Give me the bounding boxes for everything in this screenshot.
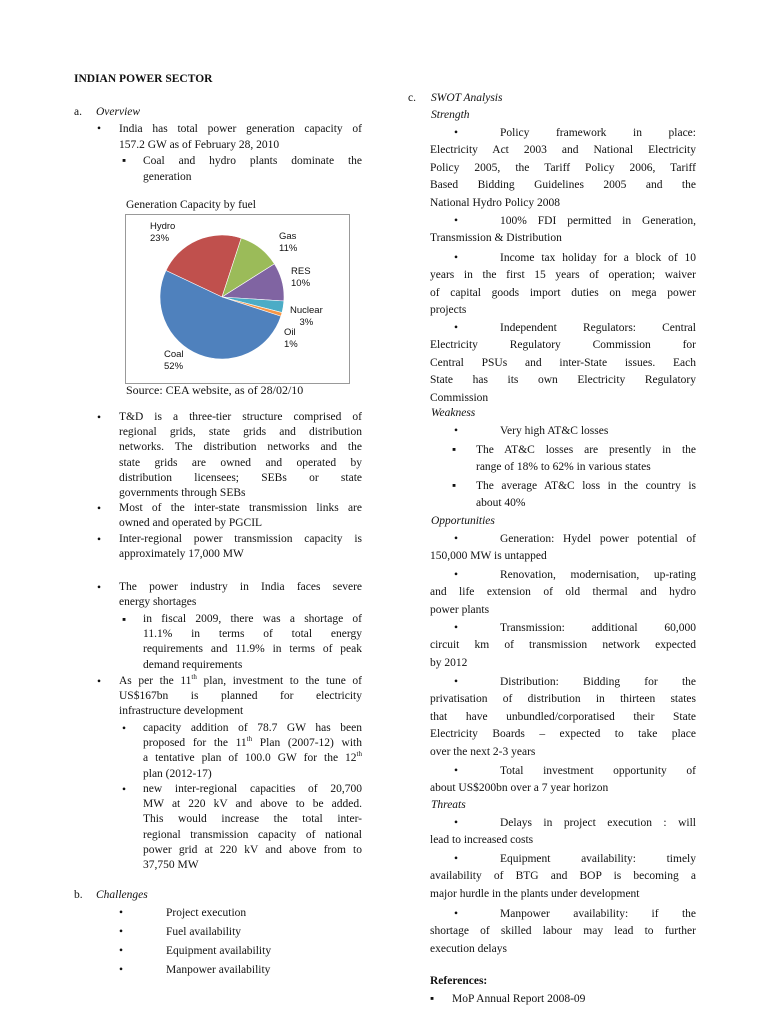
text-line: power grid at 220 kV and above from to (143, 843, 362, 856)
strength-item-1 (430, 125, 696, 212)
bullet-dot-icon: • (454, 425, 459, 437)
bullet-dot-icon: • (97, 503, 102, 515)
pie-label-coal: Coal 52% (164, 349, 184, 372)
text-line (430, 230, 696, 247)
square-bullet-icon: ▪ (430, 993, 435, 1005)
text-span: Transmission: additional 60,000 (500, 622, 696, 634)
text-span: lead to increased costs (430, 834, 534, 847)
text-span: Policy 2005, the Tariff Policy 2006, Tariff (430, 161, 696, 174)
text-line: regional transmission capacity of national (143, 828, 362, 841)
text-span: The AT&C losses are presently in the (476, 444, 696, 456)
text-line (430, 602, 696, 619)
bullet-dot-icon: • (454, 533, 459, 545)
text-span: Electricity Regulatory Commission for (430, 339, 696, 352)
text-line: T&D is a three-tier structure comprised of (119, 411, 362, 423)
text-span: Total investment opportunity of (500, 765, 696, 777)
opportunity-item-2 (430, 567, 696, 619)
weakness-sub-1 (476, 442, 696, 477)
weakness-sub-2 (476, 478, 696, 513)
document-title: INDIAN POWER SECTOR (74, 73, 213, 85)
text-span: Distribution: Bidding for the (500, 676, 696, 688)
section-overview-heading: Overview (96, 106, 141, 118)
section-a-label: a. (74, 106, 82, 118)
text-line: approximately 17,000 MW (119, 548, 244, 561)
text-line (430, 744, 696, 761)
text-span: major hurdle in the plants under development (430, 887, 640, 900)
text-span: about US$200bn over a 7 year horizon (430, 782, 609, 795)
overview-bullet-1: India has total power generation capacity of 157.2 GW as of February 28, 2010 (119, 123, 362, 151)
square-bullet-icon: ▪ (452, 480, 457, 492)
text-line (430, 567, 696, 584)
section-c-label: c. (408, 92, 416, 104)
text-line: Very high AT&C losses (500, 425, 609, 437)
bullet-dot-icon: • (97, 412, 102, 424)
text-span: National Hydro Policy 2008 (430, 196, 560, 209)
text-span: availability of BTG and BOP is becoming a (430, 870, 696, 883)
text-line (430, 320, 696, 337)
text-span: Delays in project execution : will (500, 817, 696, 829)
text-span: Commission (430, 391, 489, 404)
text-line (430, 815, 696, 832)
bullet-dot-icon: • (454, 676, 459, 688)
text-span: Independent Regulators: Central (500, 322, 696, 334)
text-span: State has its own Electricity Regulatory (430, 374, 696, 387)
challenge-item: Fuel availability (166, 926, 242, 938)
text-line (430, 709, 696, 726)
text-span: Policy framework in place: (500, 127, 696, 139)
text-line: MW at 220 kV and above to be added. (143, 798, 362, 811)
text-line (430, 637, 696, 654)
bullet-dot-icon: • (97, 582, 102, 594)
text-line (430, 337, 696, 354)
references-heading: References: (430, 975, 488, 987)
weakness-item-1 (430, 423, 696, 440)
text-span: that have unbundled/corporatised their State (430, 710, 696, 723)
threat-item-1 (430, 815, 696, 850)
td-sub-bullet-capacity: capacity addition of 78.7 GW has been proposed for the 11th Plan (2007-12) with a tentative plan of 100.0 GW for the 12th plan (2012-17) (143, 722, 362, 780)
text-line: Most of the inter-state transmission links are (119, 502, 362, 514)
text-span: Equipment availability: timely (500, 853, 696, 865)
text-span: years in the first 15 years of operation; waiver (430, 269, 696, 282)
pie-label-oil: Oil 1% (284, 327, 298, 350)
opportunity-item-1 (430, 531, 696, 566)
opportunities-heading: Opportunities (431, 515, 495, 527)
bullet-dot-icon: • (119, 964, 124, 976)
text-span: Electricity Act 2003 and National Electricity (430, 144, 696, 157)
text-line (430, 691, 696, 708)
pie-label-hydro: Hydro 23% (150, 221, 176, 244)
text-span: Generation: Hydel power potential of (500, 533, 696, 545)
strength-item-4 (430, 320, 696, 407)
text-line (430, 851, 696, 868)
text-line: new inter-regional capacities of 20,700 (143, 783, 362, 795)
challenge-item: Equipment availability (166, 945, 272, 957)
chart-caption: Generation Capacity by fuel (126, 199, 256, 211)
td-bullet-1 (119, 410, 362, 501)
bullet-dot-icon: • (454, 252, 459, 264)
text-line: distribution licensees; SEBs or state (119, 471, 362, 484)
text-span: Manpower availability: if the (500, 908, 696, 920)
text-line (430, 213, 696, 230)
text-line: regional grids, state grids and distribution (119, 426, 362, 439)
bullet-dot-icon: • (97, 123, 102, 135)
threat-item-3 (430, 906, 696, 958)
pie-label-nuclear: Nuclear 3% (290, 305, 323, 328)
text-span: Renovation, modernisation, up-rating (500, 569, 696, 581)
text-line (430, 620, 696, 637)
text-line (430, 355, 696, 372)
text-span: about 40% (476, 497, 526, 510)
text-span: 150,000 MW is untapped (430, 550, 547, 563)
text-line (476, 459, 696, 476)
chart-source: Source: CEA website, as of 28/02/10 (126, 383, 304, 397)
text-line: 11.1% in terms of total energy (143, 628, 362, 641)
bullet-dot-icon: • (454, 215, 459, 227)
text-span: Central PSUs and inter-State issues. Each (430, 356, 696, 369)
text-line: Inter-regional power transmission capacity is (119, 533, 362, 545)
square-bullet-icon: ▪ (452, 444, 457, 456)
bullet-dot-icon: • (454, 622, 459, 634)
text-line (430, 655, 696, 672)
text-span: projects (430, 304, 467, 317)
square-bullet-icon: ▪ (122, 155, 127, 167)
text-line (430, 372, 696, 389)
text-line (430, 177, 696, 194)
bullet-dot-icon: • (119, 945, 124, 957)
text-line: US$167bn is planned for electricity (119, 690, 362, 703)
text-span: of capital goods import duties on mega power (430, 286, 696, 299)
text-line (430, 941, 696, 958)
text-line (430, 302, 696, 319)
text-line (430, 195, 696, 212)
reference-item: MoP Annual Report 2008-09 (452, 993, 586, 1005)
text-line (430, 531, 696, 548)
bullet-dot-icon: • (454, 908, 459, 920)
strength-item-3 (430, 250, 696, 320)
text-span: shortage of skilled labour may lead to further (430, 925, 696, 938)
text-line: The power industry in India faces severe (119, 581, 362, 593)
pie-label-res: RES 10% (291, 266, 311, 289)
text-line: in fiscal 2009, there was a shortage of (143, 613, 362, 625)
td-sub-bullet-shortage (143, 612, 362, 673)
bullet-dot-icon: • (119, 907, 124, 919)
text-line (476, 495, 696, 512)
text-span: Income tax holiday for a block of 10 (500, 252, 696, 264)
td-bullet-5: As per the 11th plan, investment to the tune of US$167bn is planned for electricity infrastructure development (119, 674, 362, 720)
challenge-item: Project execution (166, 907, 247, 919)
pie-label-gas: Gas 11% (279, 231, 298, 254)
section-challenges-heading: Challenges (96, 889, 148, 901)
text-line (430, 674, 696, 691)
bullet-dot-icon: • (454, 765, 459, 777)
bullet-dot-icon: • (454, 569, 459, 581)
text-span: power plants (430, 603, 490, 616)
text-line: networks. The distribution networks and the (119, 441, 362, 454)
bullet-dot-icon: • (454, 817, 459, 829)
opportunity-item-5 (430, 763, 696, 798)
strength-heading: Strength (431, 109, 470, 121)
strength-item-2 (430, 213, 696, 248)
text-line (430, 285, 696, 302)
bullet-dot-icon: • (97, 534, 102, 546)
text-line: governments through SEBs (119, 487, 246, 500)
text-line (430, 125, 696, 142)
text-span: Based Bidding Guidelines 2005 and the (430, 179, 696, 192)
text-line (430, 923, 696, 940)
text-span: The average AT&C loss in the country is (476, 480, 696, 492)
text-line: requirements and 11.9% in terms of peak (143, 643, 362, 656)
text-line (430, 886, 696, 903)
text-span: privatisation of distribution in thirteen states (430, 693, 696, 706)
overview-sub-bullet-1: Coal and hydro plants dominate the generation (143, 155, 362, 183)
text-span: by 2012 (430, 656, 468, 669)
opportunity-item-3 (430, 620, 696, 672)
text-line (476, 478, 696, 495)
section-swot-heading: SWOT Analysis (431, 92, 503, 104)
td-bullet-2 (119, 501, 362, 531)
text-span: execution delays (430, 942, 507, 955)
text-span: 100% FDI permitted in Generation, (500, 215, 696, 227)
text-line (430, 584, 696, 601)
text-line: infrastructure development (119, 705, 244, 718)
text-line (430, 763, 696, 780)
bullet-dot-icon: • (122, 784, 127, 796)
text-line: owned and operated by PGCIL (119, 517, 263, 530)
text-line (430, 832, 696, 849)
opportunity-item-4 (430, 674, 696, 761)
text-line (430, 780, 696, 797)
text-span: and life extension of old thermal and hydro (430, 586, 696, 599)
text-span: Electricity Boards – expected to take place (430, 728, 696, 741)
text-span: over the next 2-3 years (430, 745, 536, 758)
section-b-label: b. (74, 889, 83, 901)
td-bullet-3 (119, 532, 362, 562)
text-line (430, 250, 696, 267)
text-line: 37,750 MW (143, 859, 199, 872)
pie-chart-frame (125, 214, 350, 384)
td-bullet-4 (119, 580, 362, 610)
bullet-dot-icon: • (454, 853, 459, 865)
square-bullet-icon: ▪ (122, 614, 127, 626)
threat-item-2 (430, 851, 696, 903)
bullet-dot-icon: • (454, 127, 459, 139)
text-line: This would increase the total inter- (143, 813, 362, 826)
threats-heading: Threats (431, 799, 466, 811)
challenge-item: Manpower availability (166, 964, 271, 976)
text-span: Transmission & Distribution (430, 232, 562, 245)
text-line: state grids are owned and operated by (119, 456, 362, 469)
text-line (430, 906, 696, 923)
text-line (430, 160, 696, 177)
text-line (430, 548, 696, 565)
text-span: circuit km of transmission network expected (430, 639, 696, 652)
text-line: energy shortages (119, 596, 197, 609)
text-span: range of 18% to 62% in various states (476, 461, 651, 474)
text-line (430, 868, 696, 885)
text-line (430, 726, 696, 743)
bullet-dot-icon: • (119, 926, 124, 938)
text-line (430, 267, 696, 284)
weakness-heading: Weakness (431, 407, 476, 419)
bullet-dot-icon: • (97, 676, 102, 688)
text-line (430, 142, 696, 159)
bullet-dot-icon: • (454, 322, 459, 334)
text-line (476, 442, 696, 459)
text-line: demand requirements (143, 658, 243, 671)
bullet-dot-icon: • (122, 723, 127, 735)
td-sub-bullet-inter-regional (143, 782, 362, 873)
